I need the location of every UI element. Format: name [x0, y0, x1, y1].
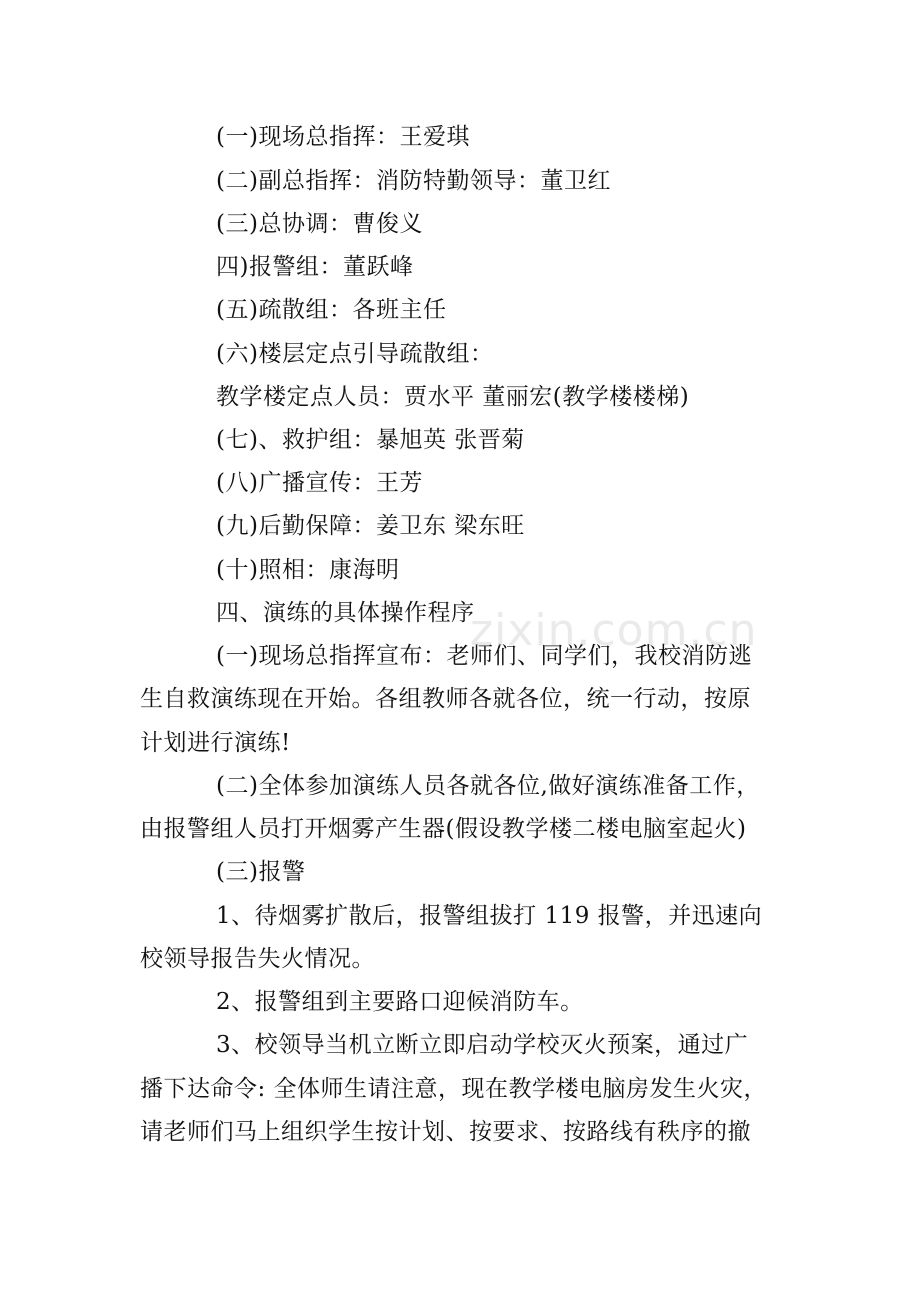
text-line: (二)副总指挥：消防特勤领导：董卫红: [216, 168, 611, 194]
text-line: 2、报警组到主要路口迎候消防车。: [216, 989, 584, 1015]
text-line: 生自救演练现在开始。各组教师各就各位，统一行动，按原: [140, 686, 751, 712]
section-heading: 四、演练的具体操作程序: [216, 600, 475, 626]
text-line: (九)后勤保障：姜卫东 梁东旺: [216, 513, 525, 539]
text-line: 由报警组人员打开烟雾产生器(假设教学楼二楼电脑室起火): [140, 816, 747, 842]
text-line: (三)报警: [216, 859, 306, 885]
text-line: (二)全体参加演练人员各就各位,做好演练准备工作，: [216, 773, 760, 799]
text-line: (七)、救护组：暴旭英 张晋菊: [216, 427, 525, 453]
text-line: 四)报警组：董跃峰: [216, 254, 414, 280]
text-line: (一)现场总指挥宣布：老师们、同学们，我校消防逃: [216, 643, 752, 669]
text-line: 请老师们马上组织学生按计划、按要求、按路线有秩序的撤: [140, 1119, 751, 1145]
text-line: (六)楼层定点引导疏散组：: [216, 341, 494, 367]
text-line: (五)疏散组：各班主任: [216, 297, 447, 323]
text-line: (三)总协调：曹俊义: [216, 211, 423, 237]
text-line: (一)现场总指挥：王爱琪: [216, 124, 470, 150]
text-line: 计划进行演练!: [140, 730, 291, 756]
watermark-text: zixin.com.cn: [470, 605, 758, 656]
text-line: 播下达命令: 全体师生请注意，现在教学楼电脑房发生火灾，: [140, 1076, 768, 1102]
text-line: 校领导报告失火情况。: [140, 946, 375, 972]
text-line: 3、校领导当机立断立即启动学校灭火预案，通过广: [216, 1032, 749, 1058]
text-line: 教学楼定点人员：贾水平 董丽宏(教学楼楼梯): [216, 384, 690, 410]
text-line: (十)照相：康海明: [216, 557, 400, 583]
text-line: 1、待烟雾扩散后，报警组拔打 119 报警，并迅速向: [216, 903, 763, 929]
text-line: (八)广播宣传：王芳: [216, 470, 423, 496]
